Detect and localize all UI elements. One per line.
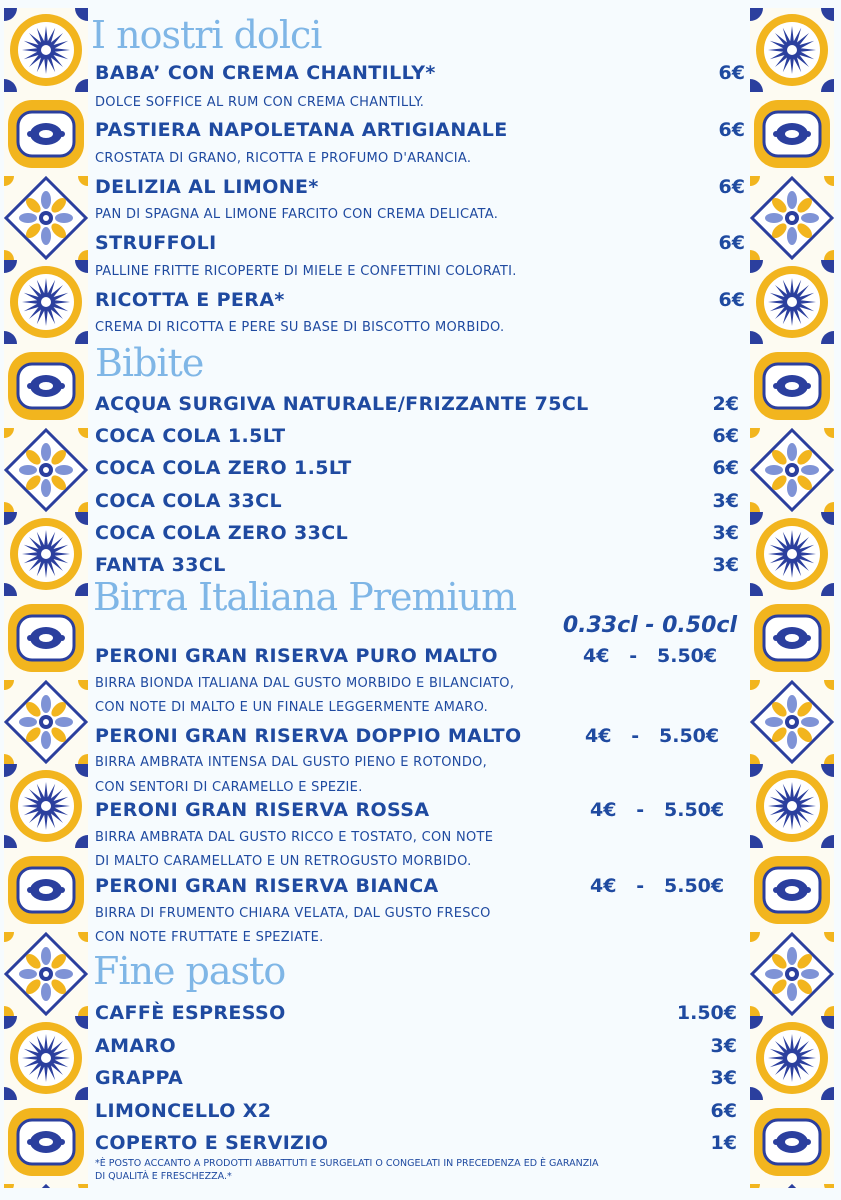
fine-pasto-item-name: CAFFÈ ESPRESSO [95, 1002, 286, 1024]
bibite-item-price: 3€ [712, 554, 739, 576]
birra-item-desc: CON NOTE DI MALTO E UN FINALE LEGGERMENTE AMARO. [95, 700, 489, 715]
dolci-item-price: 6€ [718, 232, 745, 254]
dolci-item-name: BABA’ CON CREMA CHANTILLY* [95, 62, 436, 84]
birra-item-desc: CON NOTE FRUTTATE E SPEZIATE. [95, 930, 324, 945]
majolica-tile-icon [4, 680, 88, 764]
dolci-item-price: 6€ [718, 62, 745, 84]
majolica-tile-icon [4, 344, 88, 428]
bibite-item-name: COCA COLA ZERO 1.5LT [95, 457, 352, 479]
section-title-bibite: Bibite [95, 341, 204, 385]
bibite-item-name: FANTA 33CL [95, 554, 226, 576]
menu-content [93, 0, 745, 1200]
birra-item-price: 4€ - 5.50€ [590, 799, 725, 821]
majolica-tile-icon [750, 596, 834, 680]
dolci-item-desc: CREMA DI RICOTTA E PERE SU BASE DI BISCOTTO MORBIDO. [95, 320, 505, 335]
fine-pasto-item-price: 1.50€ [676, 1002, 737, 1024]
dolci-item-price: 6€ [718, 119, 745, 141]
fine-pasto-item-price: 6€ [710, 1100, 737, 1122]
section-title-birra: Birra Italiana Premium [93, 575, 517, 619]
birra-item-price: 4€ - 5.50€ [590, 875, 725, 897]
majolica-tile-icon [4, 848, 88, 932]
bibite-item-name: ACQUA SURGIVA NATURALE/FRIZZANTE 75CL [95, 393, 589, 415]
birra-item-name: PERONI GRAN RISERVA PURO MALTO [95, 645, 498, 667]
footnote [95, 1158, 599, 1184]
majolica-tile-icon [750, 1184, 834, 1188]
beer-size-header: 0.33cl - 0.50cl [562, 613, 737, 638]
fine-pasto-item-name: COPERTO E SERVIZIO [95, 1132, 329, 1154]
birra-item-name: PERONI GRAN RISERVA ROSSA [95, 799, 430, 821]
majolica-tile-icon [750, 1016, 834, 1100]
majolica-tile-icon [4, 1016, 88, 1100]
dolci-item-price: 6€ [718, 176, 745, 198]
majolica-tile-icon [750, 344, 834, 428]
birra-item-price: 4€ - 5.50€ [583, 645, 718, 667]
footnote-line: DI QUALITÀ E FRESCHEZZA.* [95, 1170, 232, 1182]
birra-item-name: PERONI GRAN RISERVA BIANCA [95, 875, 439, 897]
bibite-item-price: 2€ [712, 393, 739, 415]
section-title-fine-pasto: Fine pasto [93, 949, 286, 993]
majolica-tile-icon [4, 512, 88, 596]
dolci-item-desc: CROSTATA DI GRANO, RICOTTA E PROFUMO D'ARANCIA. [95, 151, 472, 166]
section-title-dolci: I nostri dolci [91, 13, 322, 57]
birra-item-desc: BIRRA AMBRATA INTENSA DAL GUSTO PIENO E ROTONDO, [95, 755, 488, 770]
fine-pasto-item-price: 1€ [710, 1132, 737, 1154]
majolica-tile-icon [750, 8, 834, 92]
birra-item-name: PERONI GRAN RISERVA DOPPIO MALTO [95, 725, 522, 747]
majolica-tile-icon [4, 932, 88, 1016]
dolci-item-desc: DOLCE SOFFICE AL RUM CON CREMA CHANTILLY. [95, 95, 425, 110]
majolica-tile-icon [4, 764, 88, 848]
majolica-tile-icon [750, 932, 834, 1016]
birra-item-desc: BIRRA DI FRUMENTO CHIARA VELATA, DAL GUSTO FRESCO [95, 906, 491, 921]
dolci-item-name: STRUFFOLI [95, 232, 217, 254]
birra-item-desc: CON SENTORI DI CARAMELLO E SPEZIE. [95, 780, 363, 795]
majolica-tile-icon [750, 512, 834, 596]
dolci-item-price: 6€ [718, 289, 745, 311]
birra-item-desc: DI MALTO CARAMELLATO E UN RETROGUSTO MORBIDO. [95, 854, 472, 869]
majolica-tile-icon [4, 176, 88, 260]
majolica-tile-icon [750, 1100, 834, 1184]
bibite-item-name: COCA COLA ZERO 33CL [95, 522, 349, 544]
majolica-tile-icon [750, 176, 834, 260]
majolica-tile-icon [4, 596, 88, 680]
fine-pasto-item-name: AMARO [95, 1035, 177, 1057]
bibite-item-name: COCA COLA 33CL [95, 490, 282, 512]
bibite-item-price: 6€ [712, 425, 739, 447]
majolica-tile-icon [4, 260, 88, 344]
bibite-item-price: 6€ [712, 457, 739, 479]
fine-pasto-item-price: 3€ [710, 1067, 737, 1089]
dolci-item-name: PASTIERA NAPOLETANA ARTIGIANALE [95, 119, 508, 141]
bibite-item-price: 3€ [712, 522, 739, 544]
majolica-tile-icon [750, 848, 834, 932]
majolica-tile-icon [750, 428, 834, 512]
majolica-tile-icon [4, 8, 88, 92]
bibite-item-price: 3€ [712, 490, 739, 512]
fine-pasto-item-name: GRAPPA [95, 1067, 184, 1089]
dolci-item-name: DELIZIA AL LIMONE* [95, 176, 319, 198]
footnote-line: *È POSTO ACCANTO A PRODOTTI ABBATTUTI E SURGELATI O CONGELATI IN PRECEDENZA ED È GARANZIA [95, 1158, 599, 1169]
left-tile-border [4, 8, 88, 1188]
fine-pasto-item-price: 3€ [710, 1035, 737, 1057]
birra-item-desc: BIRRA AMBRATA DAL GUSTO RICCO E TOSTATO, CON NOTE [95, 830, 494, 845]
majolica-tile-icon [750, 260, 834, 344]
majolica-tile-icon [4, 92, 88, 176]
majolica-tile-icon [4, 1100, 88, 1184]
dolci-item-desc: PALLINE FRITTE RICOPERTE DI MIELE E CONFETTINI COLORATI. [95, 264, 517, 279]
majolica-tile-icon [750, 92, 834, 176]
majolica-tile-icon [750, 680, 834, 764]
bibite-item-name: COCA COLA 1.5LT [95, 425, 286, 447]
right-tile-border [750, 8, 834, 1188]
dolci-item-name: RICOTTA E PERA* [95, 289, 285, 311]
birra-item-price: 4€ - 5.50€ [585, 725, 720, 747]
majolica-tile-icon [750, 764, 834, 848]
dolci-item-desc: PAN DI SPAGNA AL LIMONE FARCITO CON CREMA DELICATA. [95, 207, 499, 222]
birra-item-desc: BIRRA BIONDA ITALIANA DAL GUSTO MORBIDO E BILANCIATO, [95, 676, 515, 691]
majolica-tile-icon [4, 1184, 88, 1188]
fine-pasto-item-name: LIMONCELLO X2 [95, 1100, 272, 1122]
majolica-tile-icon [4, 428, 88, 512]
